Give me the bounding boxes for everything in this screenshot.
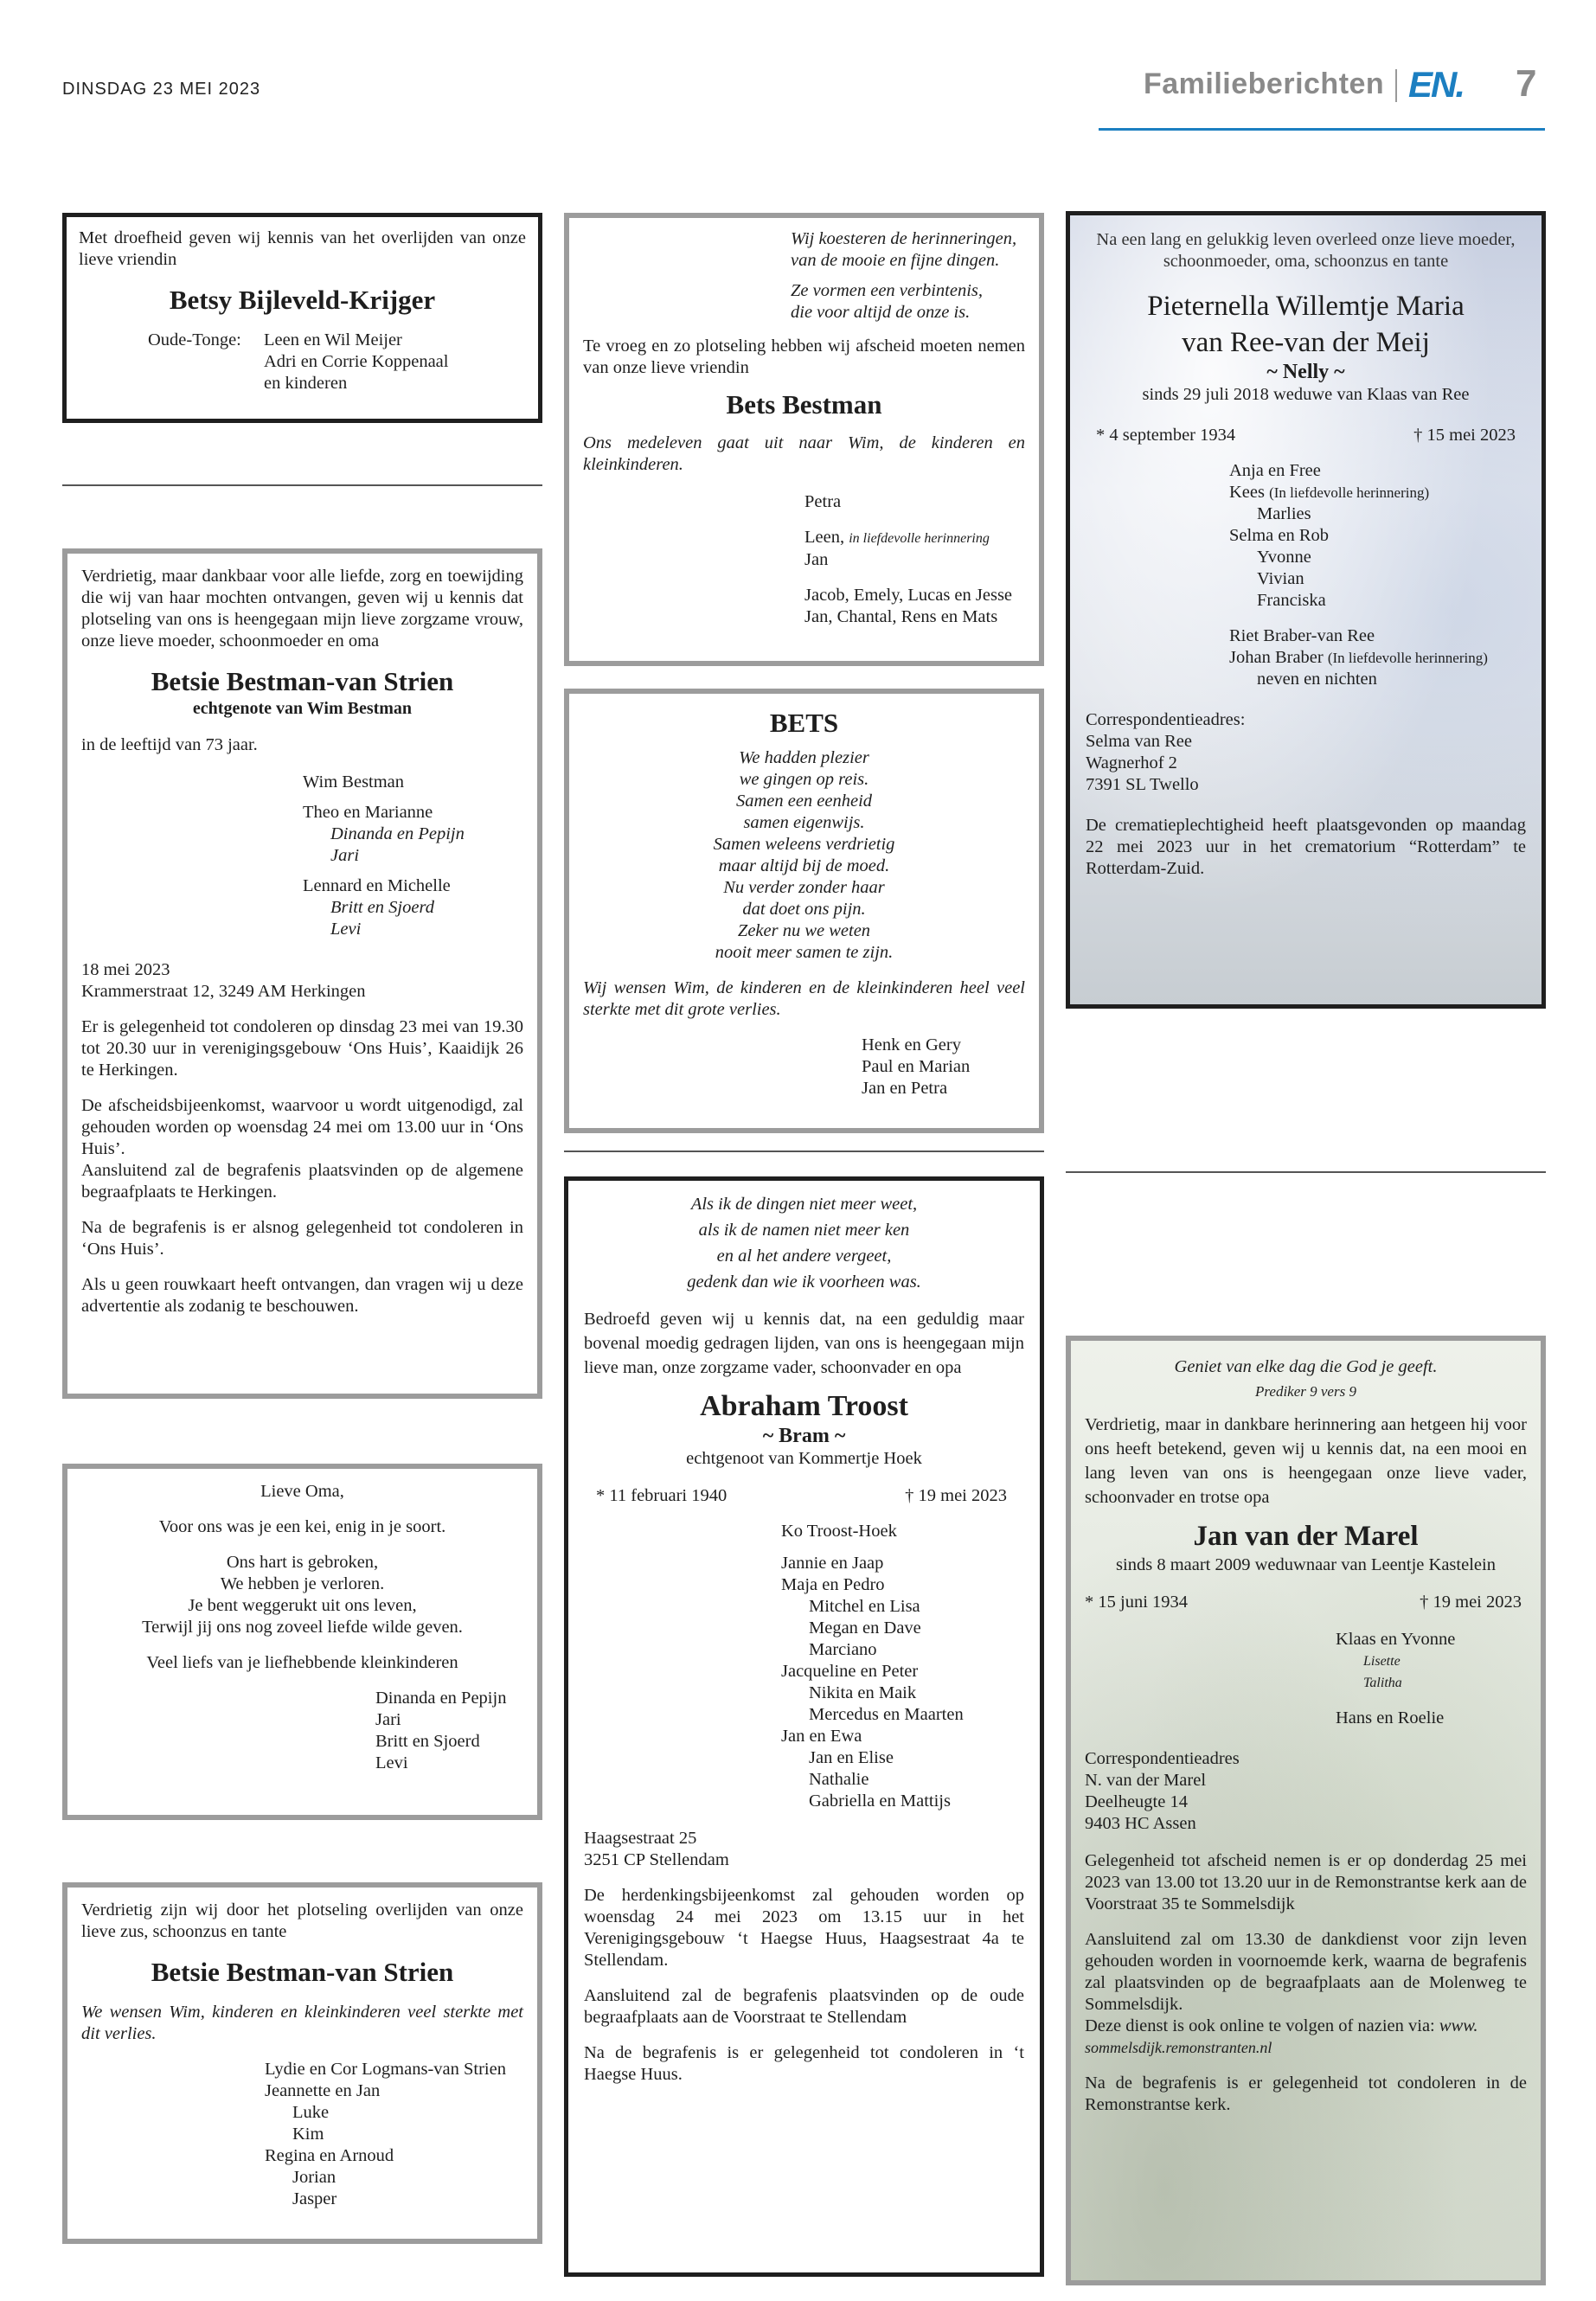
quote-line: en al het andere vergeet,: [716, 1247, 892, 1266]
birth-date: * 15 juni 1934: [1085, 1593, 1189, 1612]
family-name: Dinanda en Pepijn: [330, 824, 465, 843]
signatory: Jan, Chantal, Rens en Mats: [804, 607, 998, 626]
family-name: Jannie en Jaap: [781, 1554, 884, 1573]
notice-title: BETS: [769, 708, 839, 738]
memorial-note: (In liefdevolle herinnering): [1269, 484, 1430, 501]
quote-line: die voor altijd de onze is.: [791, 303, 971, 322]
age-line: in de leeftijd van 73 jaar.: [81, 735, 258, 754]
family-name: Mercedus en Maarten: [809, 1705, 964, 1724]
poem-line: dat doet ons pijn.: [742, 900, 866, 919]
deceased-nickname: ~ Nelly ~: [1266, 361, 1345, 383]
family-name: Yvonne: [1257, 548, 1311, 567]
correspondence-label: Correspondentieadres:: [1086, 710, 1246, 729]
poem-line: Samen een eenheid: [735, 792, 873, 811]
family-name: Hans en Roelie: [1336, 1708, 1445, 1727]
signatory: Adri en Corrie Koppenaal: [264, 352, 449, 371]
signatory: Jan: [804, 550, 829, 569]
family-name: Levi: [330, 920, 362, 939]
signatory: Jan en Petra: [862, 1079, 948, 1098]
grandchild-name: Talitha: [1363, 1676, 1402, 1690]
condolence-info: Na de begrafenis is er gelegenheid tot condoleren in ‘t Haegse Huus.: [584, 2043, 1024, 2084]
address-line: Haagsestraat 25: [584, 1829, 697, 1848]
bible-quote: Geniet van elke dag die God je geeft.: [1174, 1357, 1438, 1376]
family-name: Britt en Sjoerd: [330, 898, 434, 917]
family-name: Marciano: [809, 1640, 877, 1659]
deceased-name: Bets Bestman: [726, 389, 882, 420]
notice-lieve-oma: [62, 1464, 542, 1820]
family-member: Kees: [1229, 483, 1265, 502]
family-name: Nikita en Maik: [809, 1683, 917, 1702]
farewell-info: De afscheidsbijeenkomst, waarvoor u wordt uitgenodigd, zal gehouden worden op woensdag 24 mei om 13.00 uur in ‘Ons Huis’.: [81, 1096, 523, 1158]
grandchild-name: Dinanda en Pepijn: [375, 1689, 507, 1708]
grandchild-name: Levi: [375, 1753, 408, 1772]
signatory: Henk en Gery: [862, 1035, 961, 1054]
quote-line: gedenk dan wie ik voorheen was.: [687, 1272, 921, 1292]
notice-betsie-bestman-family: [62, 548, 542, 1399]
family-name: Regina en Arnoud: [265, 2146, 394, 2165]
page-number: 7: [1516, 62, 1537, 105]
grandchild-name: Britt en Sjoerd: [375, 1732, 480, 1751]
deceased-name: Jan van der Marel: [1193, 1521, 1419, 1552]
family-name: Lennard en Michelle: [303, 876, 451, 895]
address-line: Selma van Ree: [1086, 732, 1192, 751]
family-name: Jasper: [292, 2189, 337, 2208]
notice-intro: Verdrietig, maar in dankbare herinnering aan hetgeen hij voor ons heeft betekend, geven wij u kennis dat, na een mooi en lang leven van ons is heengegaan onze lieve vader, schoonvader en trotse opa: [1085, 1415, 1527, 1507]
notice-nelly-van-ree: [1066, 211, 1546, 1009]
memorial-info: De herdenkingsbijeenkomst zal gehouden worden op woensdag 24 mei 2023 om 13.15 uur in het Verenigingsgebouw ‘t Haegse Huus, Haagsestraat 4a te Stellendam.: [584, 1886, 1024, 1970]
farewell-info: Gelegenheid tot afscheid nemen is er op donderdag 25 mei 2023 van 13.00 tot 13.20 uur in de Remonstrantse kerk aan de Voorstraat 35 te Sommelsdijk: [1085, 1851, 1527, 1913]
column-divider: [564, 1150, 1044, 1152]
deceased-name: Pieternella Willemtje Maria: [1147, 291, 1465, 322]
signatory-name: Leen,: [804, 528, 845, 547]
notice-intro: Te vroeg en zo plotseling hebben wij afscheid moeten nemen van onze lieve vriendin: [583, 336, 1025, 377]
poem-line: Je bent weggerukt uit ons leven,: [188, 1596, 417, 1615]
family-name: Megan en Dave: [809, 1618, 921, 1638]
poem-line: We hadden plezier: [739, 748, 869, 767]
family-name: Ko Troost-Hoek: [781, 1522, 897, 1541]
signatory: Leen en Wil Meijer: [264, 330, 402, 349]
family-name: Maja en Pedro: [781, 1575, 885, 1594]
family-name: Jeannette en Jan: [265, 2081, 381, 2100]
signatory: Paul en Marian: [862, 1057, 971, 1076]
grandchild-name: Lisette: [1363, 1654, 1401, 1669]
notice-betsie-bestman-sister: [62, 1882, 542, 2244]
poem-line: Nu verder zonder haar: [723, 878, 885, 897]
condolence-info: Na de begrafenis is er gelegenheid tot condoleren in de Remonstrantse kerk.: [1085, 2073, 1527, 2114]
signatory: [804, 527, 1025, 549]
address-line: Wagnerhof 2: [1086, 753, 1177, 772]
greeting: Lieve Oma,: [260, 1482, 344, 1501]
deceased-subtitle: echtgenote van Wim Bestman: [192, 699, 413, 718]
burial-info: Aansluitend zal de begrafenis plaatsvinden op de oude begraafplaats aan de Voorstraat te Stellendam: [584, 1986, 1024, 2027]
deceased-name: Betsie Bestman-van Strien: [151, 666, 454, 696]
condolence-after: Na de begrafenis is er alsnog gelegenheid tot condoleren in ‘Ons Huis’.: [81, 1218, 523, 1259]
notice-intro: Verdrietig, maar dankbaar voor alle liefde, zorg en toewijding die wij van haar mochten ontvangen, geven wij u kennis dat plotseling van ons is heengegaan mijn lieve zorgzame vrouw, onze lieve moeder, schoonmoeder en oma: [81, 567, 523, 651]
quote-line: van de mooie en fijne dingen.: [791, 251, 1000, 270]
date-line: 18 mei 2023: [81, 960, 170, 979]
notice-intro: Met droefheid geven wij kennis van het overlijden van onze lieve vriendin: [79, 228, 526, 269]
family-name: [1229, 482, 1526, 503]
death-date: † 15 mei 2023: [1413, 426, 1516, 445]
address-line: 7391 SL Twello: [1086, 775, 1199, 794]
address-line: 3251 CP Stellendam: [584, 1850, 729, 1869]
online-info: Deze dienst is ook online te volgen of nazien via:: [1085, 2016, 1435, 2035]
column-divider: [62, 484, 542, 486]
family-name: Kim: [292, 2125, 324, 2144]
family-name: Jan en Elise: [809, 1748, 894, 1767]
family-name: Mitchel en Lisa: [809, 1597, 920, 1616]
en-logo: EN.: [1408, 64, 1465, 105]
notice-intro: Na een lang en gelukkig leven overleed onze lieve moeder, schoonmoeder, oma, schoonzus en tante: [1096, 230, 1516, 271]
online-url[interactable]: sommelsdijk.remonstranten.nl: [1085, 2039, 1272, 2056]
family-name: Anja en Free: [1229, 461, 1321, 480]
family-name: [1229, 647, 1526, 669]
family-name: Marlies: [1257, 504, 1311, 523]
poem-line: nooit meer samen te zijn.: [715, 943, 894, 962]
poem-line: We hebben je verloren.: [220, 1574, 385, 1593]
memorial-note: in liefdevolle herinnering: [849, 531, 990, 546]
deceased-subtitle: echtgenoot van Kommertje Hoek: [686, 1449, 922, 1468]
address-line: 9403 HC Assen: [1085, 1814, 1196, 1833]
family-name: Jari: [330, 846, 360, 865]
death-date: † 19 mei 2023: [1420, 1593, 1522, 1612]
family-name: Jacqueline en Peter: [781, 1662, 919, 1681]
family-name: Klaas en Yvonne: [1336, 1630, 1456, 1649]
poem-line: Samen weleens verdrietig: [713, 835, 895, 854]
family-name: Gabriella en Mattijs: [809, 1791, 951, 1811]
notice-bets-bestman: [564, 213, 1044, 666]
condolence-info: Er is gelegenheid tot condoleren op dinsdag 23 mei van 19.30 tot 20.30 uur in verenigingsgebouw ‘Ons Huis’, Kaaidijk 26 te Herkingen.: [81, 1017, 523, 1080]
sympathy-line: We wensen Wim, kinderen en kleinkinderen veel sterkte met dit verlies.: [81, 2003, 523, 2043]
message-line: Voor ons was je een kei, enig in je soort.: [158, 1517, 446, 1536]
grandchild-name: Jari: [375, 1710, 401, 1729]
section-title: Familieberichten: [1144, 67, 1385, 100]
address-line: N. van der Marel: [1085, 1771, 1207, 1790]
quote-line: Als ik de dingen niet meer weet,: [690, 1195, 918, 1214]
address-line: Krammerstraat 12, 3249 AM Herkingen: [81, 982, 366, 1001]
header-separator: [1395, 69, 1397, 102]
service-info: Aansluitend zal om 13.30 de dankdienst voor zijn leven gehouden worden in voornoemde kerk, waarna de begrafenis zal plaatsvinden op de begraafplaats aan de Molenweg te Sommelsdijk.: [1085, 1930, 1527, 2014]
death-date: † 19 mei 2023: [905, 1486, 1007, 1505]
signatory: Jacob, Emely, Lucas en Jesse: [804, 586, 1013, 605]
notice-bets-poem: [564, 689, 1044, 1133]
memorial-note: (In liefdevolle herinnering): [1327, 650, 1488, 666]
poem-line: maar altijd bij de moed.: [718, 856, 890, 875]
card-notice: Als u geen rouwkaart heeft ontvangen, dan vragen wij u deze advertentie als zodanig te beschouwen.: [81, 1275, 523, 1316]
family-name: Jan en Ewa: [781, 1727, 862, 1746]
family-name: Jorian: [292, 2168, 337, 2187]
header-date: DINSDAG 23 MEI 2023: [62, 80, 261, 99]
family-name: Wim Bestman: [303, 772, 405, 792]
notice-betsy-bijleveld: [62, 213, 542, 423]
place-label: Oude-Tonge:: [148, 330, 241, 349]
family-name: Riet Braber-van Ree: [1229, 626, 1375, 645]
quote-line: Wij koesteren de herinneringen,: [791, 229, 1017, 248]
family-member: Johan Braber: [1229, 648, 1324, 667]
notice-abraham-troost: [564, 1176, 1044, 2277]
family-list: [584, 1521, 1024, 1812]
column-divider: [1066, 1171, 1546, 1173]
family-name: Theo en Marianne: [303, 803, 433, 822]
cremation-info: De crematieplechtigheid heeft plaatsgevonden op maandag 22 mei 2023 uur in het crematorium “Rotterdam” te Rotterdam-Zuid.: [1086, 816, 1526, 878]
closing-line: Veel liefs van je liefhebbende kleinkinderen: [146, 1653, 458, 1672]
notice-jan-van-der-marel: [1066, 1336, 1546, 2285]
family-name: Franciska: [1257, 591, 1326, 610]
deceased-name: Betsy Bijleveld-Krijger: [169, 285, 436, 315]
correspondence-label: Correspondentieadres: [1085, 1749, 1240, 1768]
poem-line: Ons hart is gebroken,: [226, 1553, 379, 1572]
poem-line: Zeker nu we weten: [737, 921, 871, 940]
family-name: Nathalie: [809, 1770, 869, 1789]
family-name: Luke: [292, 2103, 330, 2122]
online-url[interactable]: www.: [1439, 2016, 1478, 2035]
family-name: neven en nichten: [1257, 670, 1377, 689]
deceased-name: van Ree-van der Meij: [1182, 327, 1430, 358]
signatory: Petra: [804, 492, 842, 511]
family-name: Vivian: [1257, 569, 1304, 588]
header-rule: [1099, 128, 1545, 131]
address-line: Deelheugte 14: [1085, 1792, 1188, 1811]
sympathy-line: Wij wensen Wim, de kinderen en de kleinkinderen heel veel sterkte met dit grote verlies.: [583, 978, 1025, 1019]
notice-intro: Bedroefd geven wij u kennis dat, na een geduldig maar bovenal moedig gedragen lijden, van ons is heengegaan mijn lieve man, onze zorgzame vader, schoonvader en opa: [584, 1310, 1024, 1377]
family-name: Lydie en Cor Logmans-van Strien: [265, 2060, 506, 2079]
quote-line: Ze vormen een verbintenis,: [791, 281, 984, 300]
deceased-name: Abraham Troost: [700, 1390, 908, 1422]
bible-reference: Prediker 9 vers 9: [1255, 1383, 1356, 1400]
deceased-name: Betsie Bestman-van Strien: [151, 1957, 454, 1987]
sympathy-line: Ons medeleven gaat uit naar Wim, de kinderen en kleinkinderen.: [583, 433, 1025, 474]
deceased-subtitle: sinds 8 maart 2009 weduwnaar van Leentje Kastelein: [1116, 1555, 1496, 1574]
poem-line: samen eigenwijs.: [743, 813, 865, 832]
quote-line: als ik de namen niet meer ken: [698, 1221, 910, 1240]
deceased-nickname: ~ Bram ~: [762, 1425, 846, 1447]
notice-intro: Verdrietig zijn wij door het plotseling overlijden van onze lieve zus, schoonzus en tante: [81, 1900, 523, 1941]
deceased-subtitle: sinds 29 juli 2018 weduwe van Klaas van Ree: [1142, 385, 1470, 404]
burial-info: Aansluitend zal de begrafenis plaatsvinden op de algemene begraafplaats te Herkingen.: [81, 1161, 523, 1202]
birth-date: * 4 september 1934: [1096, 426, 1236, 445]
poem-line: we gingen op reis.: [739, 770, 869, 789]
birth-date: * 11 februari 1940: [596, 1486, 727, 1505]
family-name: Selma en Rob: [1229, 526, 1330, 545]
signatory: en kinderen: [264, 374, 348, 393]
poem-line: Terwijl jij ons nog zoveel liefde wilde geven.: [142, 1618, 463, 1637]
